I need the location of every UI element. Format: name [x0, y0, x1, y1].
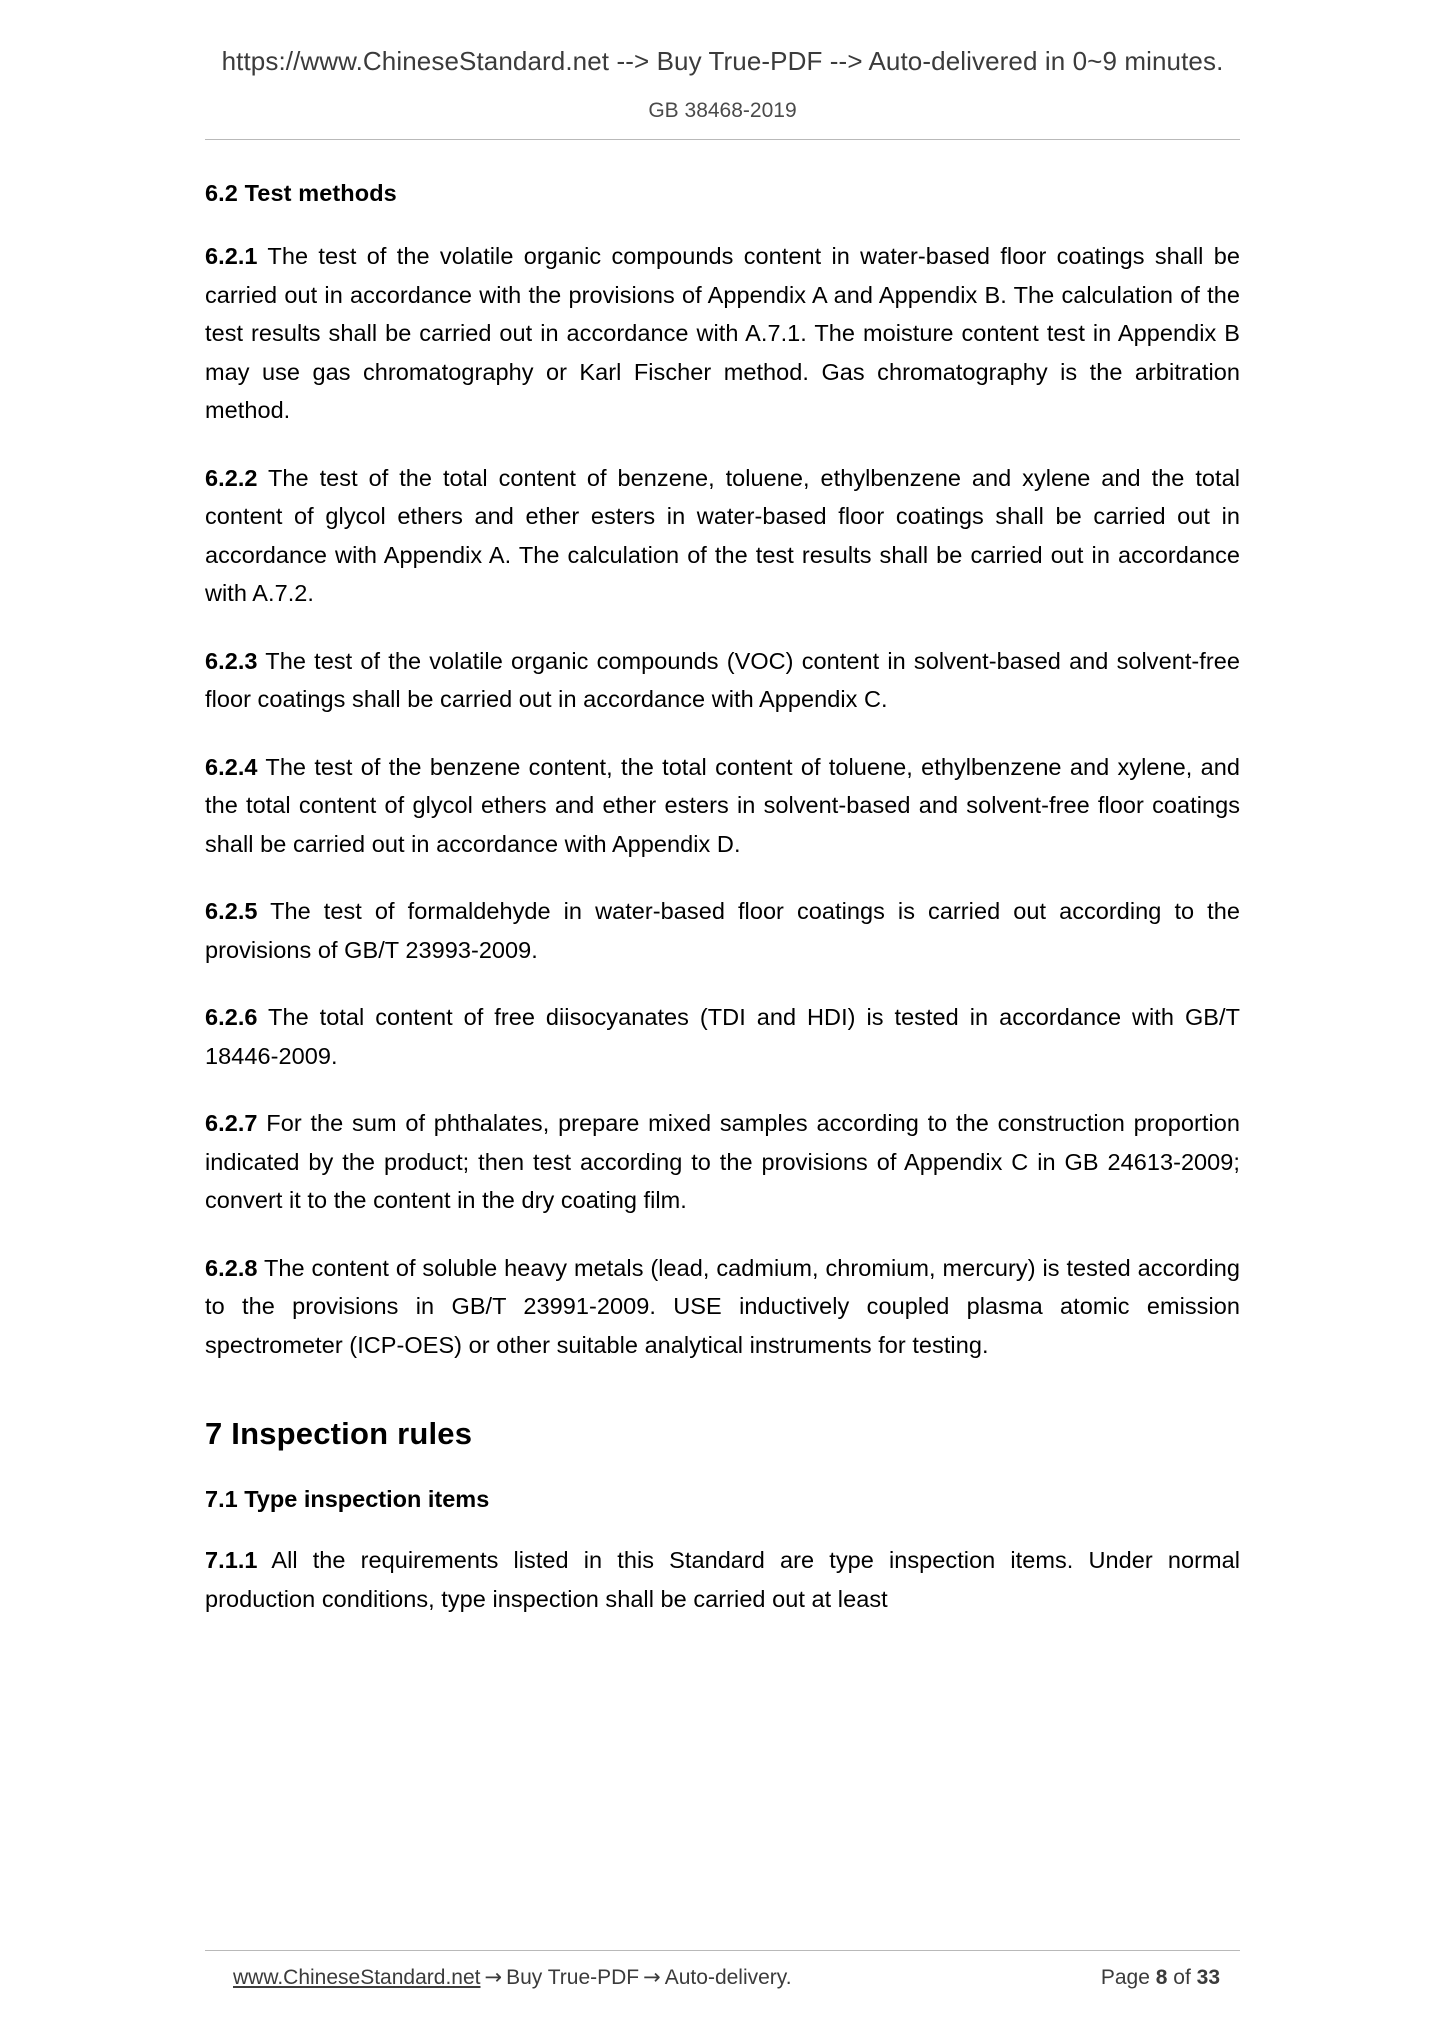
- paragraph-number: 6.2.6: [205, 1004, 258, 1030]
- total-pages: 33: [1196, 1966, 1220, 1989]
- paragraph-text: The test of the volatile organic compounds content in water-based floor coatings shall be carried out in accordance with the provisions of Appendix A and Appendix B. The calculation of the test results shall be carried out in accordance with A.7.1. The moisture content test in Appendix B may use gas chromatography or Karl Fischer method. Gas chromatography is the arbitration method.: [205, 243, 1240, 423]
- paragraph-6-2-3: [205, 642, 1240, 719]
- paragraph-text: The test of formaldehyde in water-based floor coatings is carried out according to the provisions of GB/T 23993-2009.: [205, 898, 1240, 963]
- footer-divider: [205, 1950, 1240, 1951]
- paragraph-text: All the requirements listed in this Standard are type inspection items. Under normal production conditions, type inspection shall be carried out at least: [205, 1547, 1240, 1612]
- paragraph-number: 6.2.8: [205, 1254, 258, 1281]
- paragraph-6-2-5: [205, 892, 1240, 969]
- paragraph-6-2-1: [205, 237, 1240, 430]
- page-footer: [205, 1950, 1240, 1990]
- paragraph-7-1-1: [205, 1541, 1240, 1618]
- paragraph-text: For the sum of phthalates, prepare mixed samples according to the construction proportion indicated by the product; then test according to the provisions of Appendix C in GB 24613-2009; convert it to the content in the dry coating film.: [205, 1110, 1240, 1213]
- paragraph-number: 6.2.4: [205, 753, 258, 780]
- section-heading-6-2: 6.2 Test methods: [205, 180, 397, 206]
- page-label: Page: [1100, 1966, 1150, 1989]
- paragraph-6-2-2: [205, 459, 1240, 613]
- paragraph-6-2-4: [205, 748, 1240, 864]
- standard-code: GB 38468-2019: [648, 99, 797, 122]
- document-content: [205, 140, 1240, 1618]
- footer-row: [205, 1965, 1240, 1990]
- arrow-right-icon: →: [484, 1965, 503, 1989]
- promo-banner: https://www.ChineseStandard.net --> Buy True-PDF --> Auto-delivered in 0~9 minutes.: [221, 46, 1224, 76]
- of-label: of: [1173, 1966, 1191, 1989]
- arrow-right-icon: →: [643, 1965, 661, 1989]
- paragraph-text: The test of the volatile organic compounds (VOC) content in solvent-based and solvent-free floor coatings shall be carried out in accordance with Appendix C.: [205, 647, 1240, 712]
- paragraph-6-2-7: [205, 1104, 1240, 1220]
- paragraph-text: The content of soluble heavy metals (lead, cadmium, chromium, mercury) is tested according to the provisions in GB/T 23991-2009. USE inductively coupled plasma atomic emission spectrometer (ICP-OES) or other suitable analytical instruments for testing.: [205, 1254, 1240, 1358]
- footer-links: [233, 1965, 792, 1990]
- paragraph-text: The total content of free diisocyanates (TDI and HDI) is tested in accordance with GB/T 18446-2009.: [205, 1004, 1240, 1069]
- footer-buy-label[interactable]: Buy True-PDF: [506, 1966, 640, 1989]
- paragraph-text: The test of the benzene content, the total content of toluene, ethylbenzene and xylene, and the total content of glycol ethers and ether esters in solvent-based and solvent-free floor coatings shall be carried out in accordance with Appendix D.: [205, 753, 1240, 857]
- chapter-heading-7: 7 Inspection rules: [205, 1416, 473, 1451]
- page-indicator: [1101, 1966, 1240, 1990]
- paragraph-number: 6.2.7: [205, 1110, 258, 1136]
- paragraph-number: 6.2.1: [205, 243, 258, 269]
- paragraph-number: 7.1.1: [205, 1547, 258, 1573]
- paragraph-number: 6.2.2: [205, 464, 258, 491]
- paragraph-6-2-8: [205, 1249, 1240, 1365]
- footer-delivery-label: Auto-delivery.: [664, 1966, 792, 1989]
- paragraph-number: 6.2.5: [205, 898, 258, 924]
- paragraph-number: 6.2.3: [205, 647, 258, 674]
- subsection-heading-7-1: 7.1 Type inspection items: [205, 1486, 490, 1512]
- page-number: 8: [1155, 1966, 1168, 1989]
- paragraph-6-2-6: [205, 998, 1240, 1075]
- footer-site-link[interactable]: www.ChineseStandard.net: [233, 1966, 481, 1989]
- paragraph-text: The test of the total content of benzene, toluene, ethylbenzene and xylene and the total content of glycol ethers and ether esters in water-based floor coatings shall be carried out in accordance with Appendix A. The calculation of the test results shall be carried out in accordance with A.7.2.: [205, 464, 1240, 606]
